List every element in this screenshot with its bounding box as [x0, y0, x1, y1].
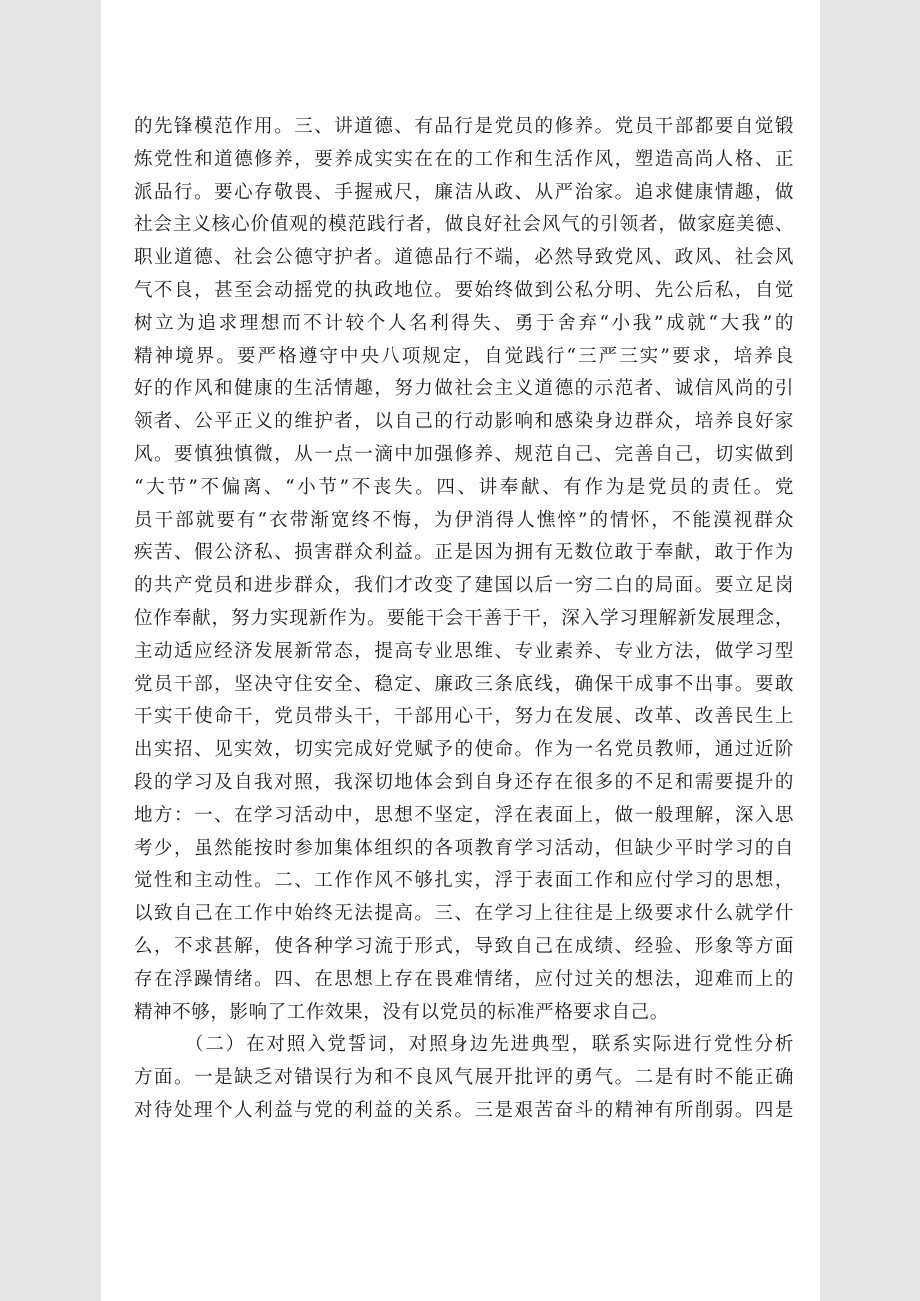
- text-line: 精神境界。要严格遵守中央八项规定，自觉践行“三严三实”要求，培养良: [134, 345, 794, 367]
- text-line: 的共产党员和进步群众，我们才改变了建国以后一穷二白的局面。要立足岗: [134, 575, 794, 597]
- section-heading-line: （二）在对照入党誓词，对照身边先进典型，联系实际进行党性分析: [185, 1034, 794, 1056]
- paragraph-end-line: 精神不够，影响了工作效果，没有以党员的标准严格要求自己。: [134, 1001, 669, 1023]
- text-line: 好的作风和健康的生活情趣，努力做社会主义道德的示范者、诚信风尚的引: [134, 378, 794, 400]
- text-line: 树立为追求理想而不计较个人名利得失、勇于舍弃“小我”成就“大我”的: [134, 312, 794, 334]
- text-line: 出实招、见实效，切实完成好党赋予的使命。作为一名党员教师，通过近阶: [134, 739, 794, 761]
- text-line: 么，不求甚解，使各种学习流于形式，导致自己在成绩、经验、形象等方面: [134, 935, 794, 957]
- document-page: [101, 0, 820, 1301]
- text-line: 职业道德、社会公德守护者。道德品行不端，必然导致党风、政风、社会风: [134, 247, 794, 269]
- text-line: 觉性和主动性。二、工作作风不够扎实，浮于表面工作和应付学习的思想，: [134, 870, 794, 892]
- text-line: 派品行。要心存敬畏、手握戒尺，廉洁从政、从严治家。追求健康情趣，做: [134, 181, 794, 203]
- text-line: 员干部就要有“衣带渐宽终不悔，为伊消得人憔悴”的情怀，不能漠视群众: [134, 509, 794, 531]
- text-line: 以致自己在工作中始终无法提高。三、在学习上往往是上级要求什么就学什: [134, 903, 794, 925]
- text-line: 方面。一是缺乏对错误行为和不良风气展开批评的勇气。二是有时不能正确: [134, 1067, 794, 1089]
- text-line: 存在浮躁情绪。四、在思想上存在畏难情绪，应付过关的想法，迎难而上的: [134, 968, 794, 990]
- text-line: 风。要慎独慎微，从一点一滴中加强修养、规范自己、完善自己，切实做到: [134, 443, 794, 465]
- text-line: 位作奉献，努力实现新作为。要能干会干善于干，深入学习理解新发展理念，: [134, 607, 794, 629]
- text-line: 段的学习及自我对照，我深切地体会到自身还存在很多的不足和需要提升的: [134, 771, 794, 793]
- text-line: 炼党性和道德修养，要养成实实在在的工作和生活作风，塑造高尚人格、正: [134, 148, 794, 170]
- text-line: 社会主义核心价值观的模范践行者，做良好社会风气的引领者，做家庭美德、: [134, 214, 794, 236]
- body-text: [134, 111, 794, 1128]
- text-line: 考少，虽然能按时参加集体组织的各项教育学习活动，但缺少平时学习的自: [134, 837, 794, 859]
- text-line: 党员干部，坚决守住安全、稳定、廉政三条底线，确保干成事不出事。要敢: [134, 673, 794, 695]
- text-line: 的先锋模范作用。三、讲道德、有品行是党员的修养。党员干部都要自觉锻: [134, 116, 794, 137]
- text-line: “大节”不偏离、“小节”不丧失。四、讲奉献、有作为是党员的责任。党: [134, 476, 794, 498]
- text-line: 主动适应经济发展新常态，提高专业思维、专业素养、专业方法，做学习型: [134, 640, 794, 662]
- text-line: 领者、公平正义的维护者，以自己的行动影响和感染身边群众，培养良好家: [134, 411, 794, 433]
- text-line: 疾苦、假公济私、损害群众利益。正是因为拥有无数位敢于奉献，敢于作为: [134, 542, 794, 564]
- text-line: 气不良，甚至会动摇党的执政地位。要始终做到公私分明、先公后私，自觉: [134, 279, 794, 301]
- text-line: 地方：一、在学习活动中，思想不坚定，浮在表面上，做一般理解，深入思: [134, 804, 794, 826]
- text-line: 对待处理个人利益与党的利益的关系。三是艰苦奋斗的精神有所削弱。四是: [134, 1099, 794, 1121]
- text-line: 干实干使命干，党员带头干，干部用心干，努力在发展、改革、改善民生上: [134, 706, 794, 728]
